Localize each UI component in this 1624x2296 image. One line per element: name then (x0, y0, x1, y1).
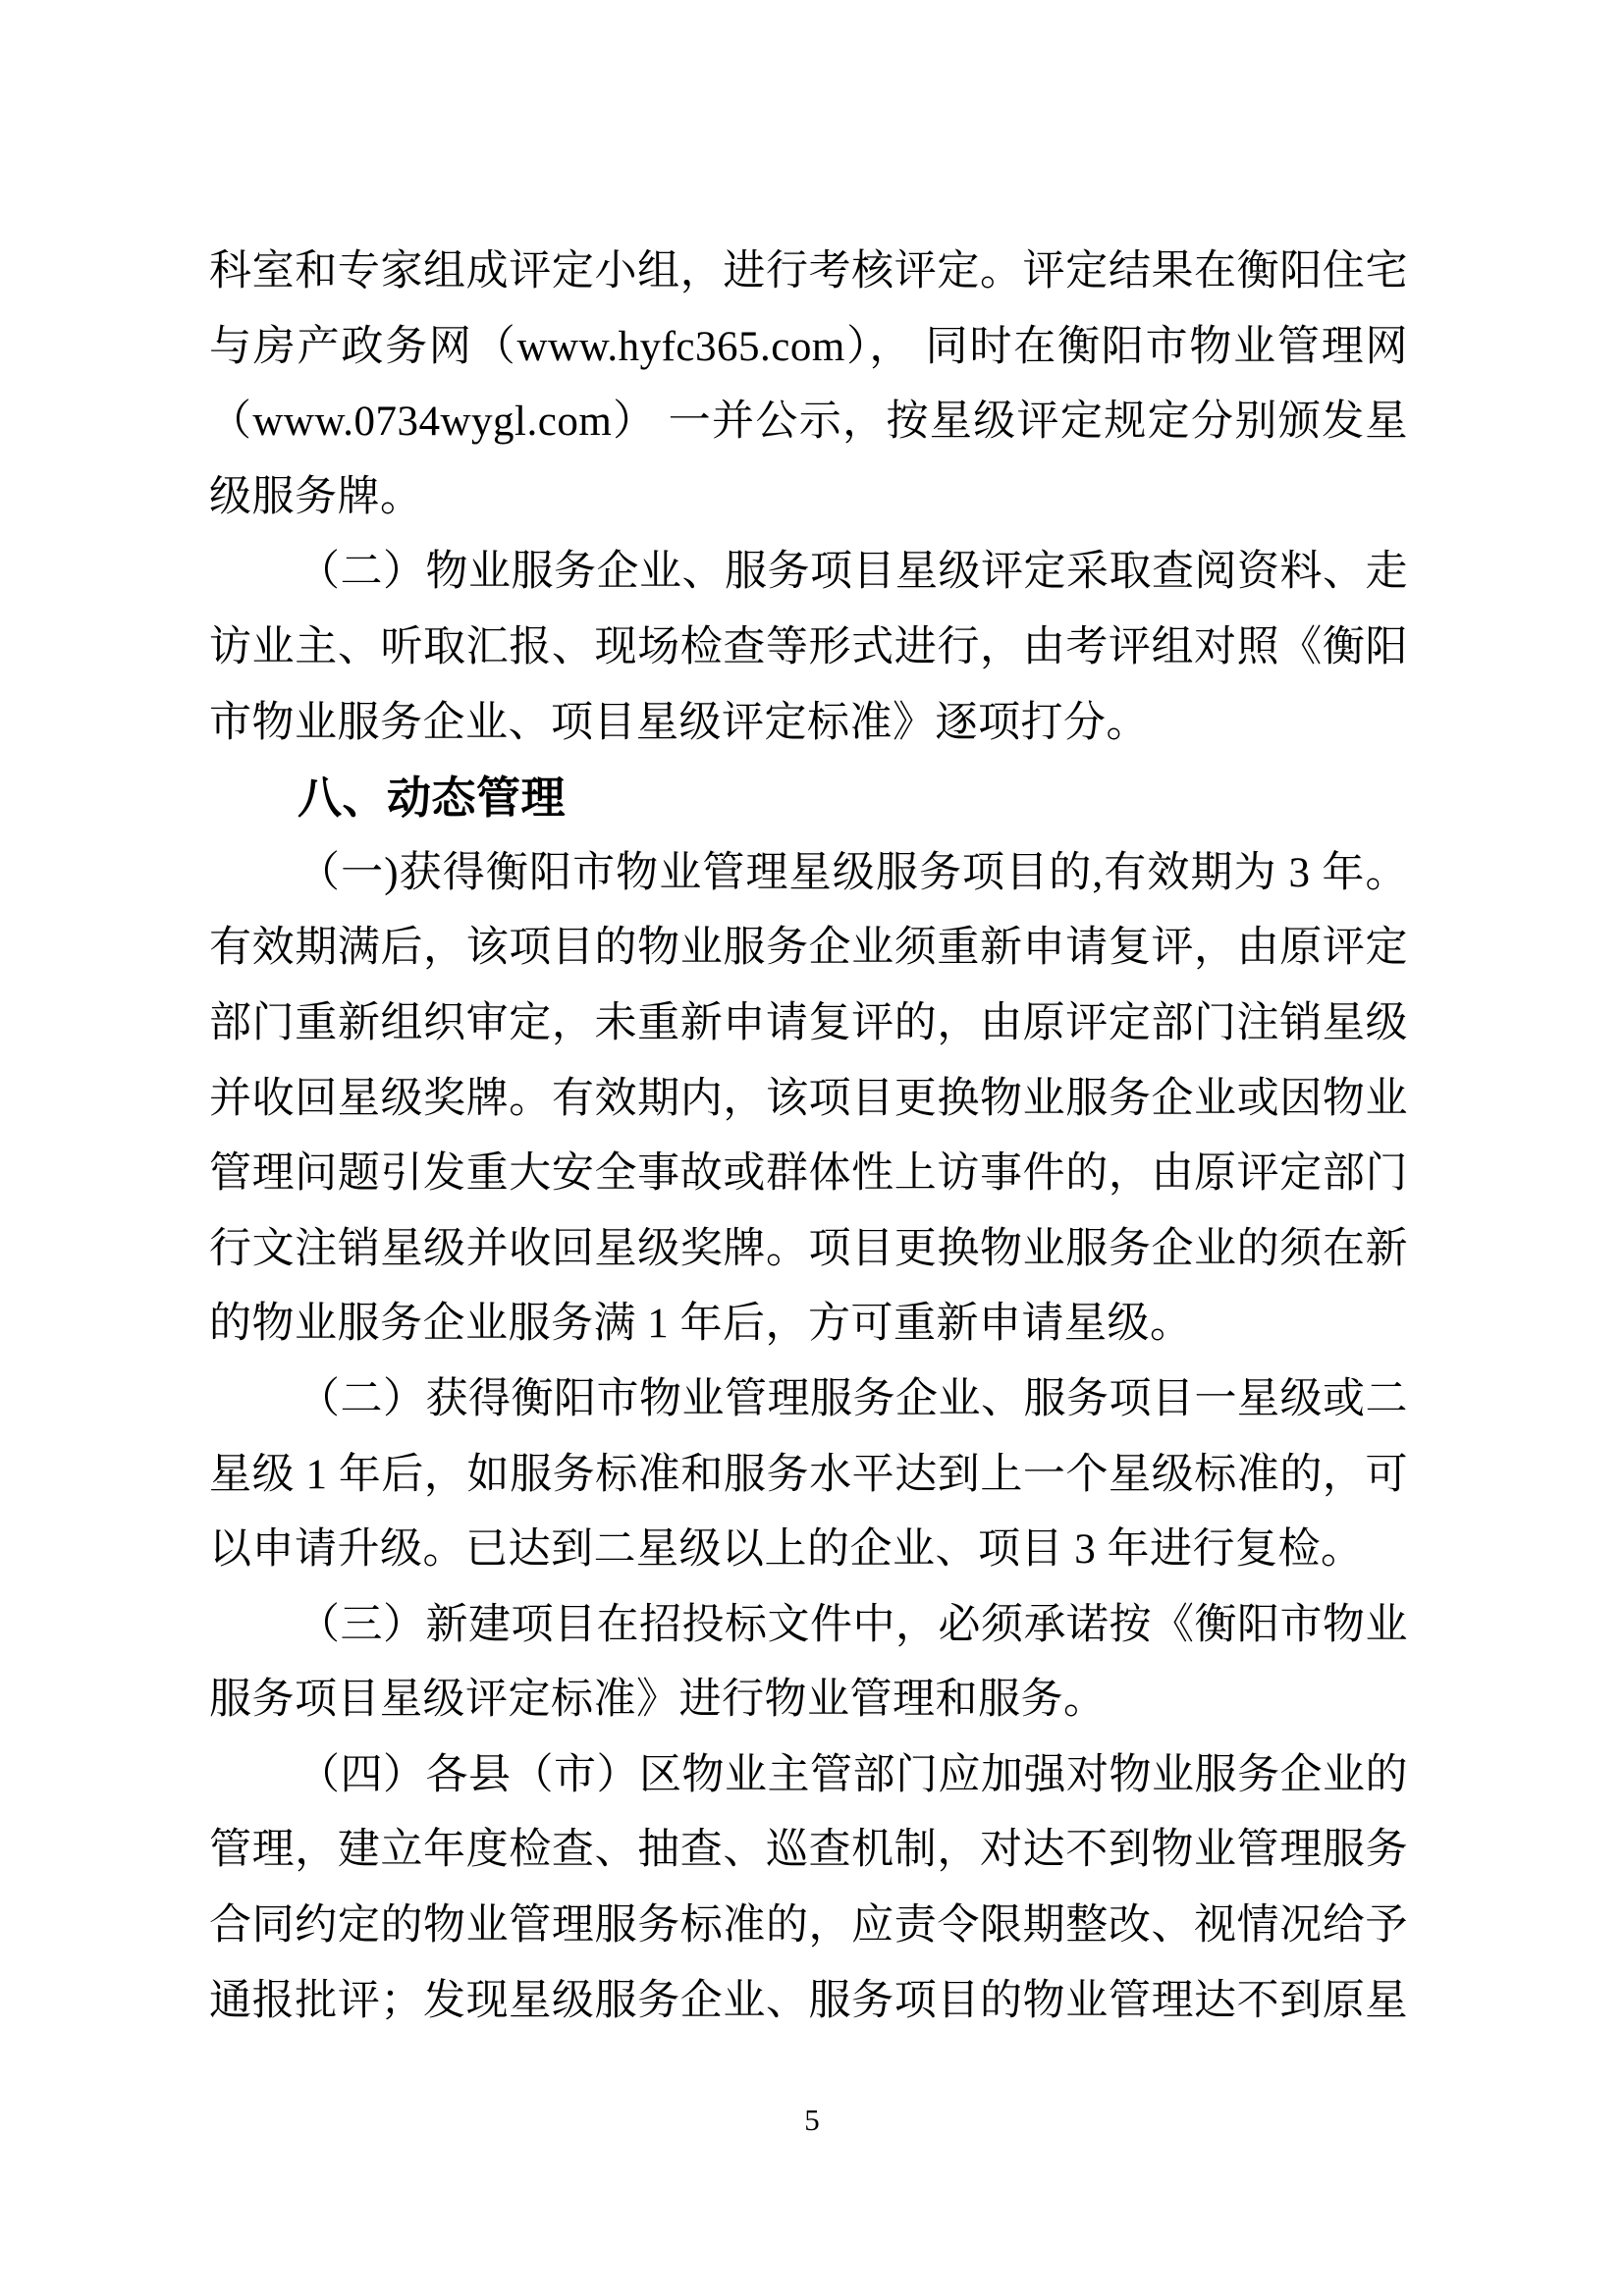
text-line: 服务项目星级评定标准》进行物业管理和服务。 (209, 1677, 1107, 1724)
text-line: 行文注销星级并收回星级奖牌。项目更换物业服务企业的须在新 (209, 1225, 1408, 1272)
text-line: 访业主、听取汇报、现场检查等形式进行，由考评组对照《衡阳 (209, 623, 1408, 670)
text-line: 的物业服务企业服务满 1 年后，方可重新申请星级。 (209, 1301, 1193, 1348)
paragraph (209, 1738, 1408, 2039)
text-line: 级服务牌。 (209, 473, 423, 520)
text-line: 以申请升级。已达到二星级以上的企业、项目 3 年进行复检。 (209, 1526, 1364, 1574)
text-line: （四）各县（市）区物业主管部门应加强对物业服务企业的 (298, 1751, 1408, 1798)
text-line: 并收回星级奖牌。有效期内，该项目更换物业服务企业或因物业 (209, 1075, 1408, 1122)
text-line: 科室和专家组成评定小组，进行考核评定。评定结果在衡阳住宅 (209, 248, 1408, 294)
page-number: 5 (804, 2103, 820, 2137)
text-line: 合同约定的物业管理服务标准的，应责令限期整改、视情况给予 (209, 1902, 1408, 1949)
text-line: （二）物业服务企业、服务项目星级评定采取查阅资料、走 (298, 549, 1408, 596)
text-line: 星级 1 年后，如服务标准和服务水平达到上一个星级标准的，可 (209, 1451, 1408, 1498)
text-line: 部门重新组织审定，未重新申请复评的，由原评定部门注销星级 (209, 999, 1408, 1046)
heading-text: 八、动态管理 (298, 773, 567, 824)
text-line: （二）获得衡阳市物业管理服务企业、服务项目一星级或二 (298, 1375, 1408, 1422)
paragraph (209, 1588, 1408, 1738)
text-line: 管理，建立年度检查、抽查、巡查机制，对达不到物业管理服务 (209, 1827, 1408, 1874)
text-line: （www.0734wygl.com） 一并公示，按星级评定规定分别颁发星 (209, 399, 1408, 446)
text-line: 与房产政务网（www.hyfc365.com）， 同时在衡阳市物业管理网 (209, 323, 1408, 370)
text-line: 市物业服务企业、项目星级评定标准》逐项打分。 (209, 699, 1149, 746)
section-heading (209, 761, 1408, 836)
paragraph (209, 535, 1408, 761)
text-line: 通报批评；发现星级服务企业、服务项目的物业管理达不到原星 (209, 1977, 1408, 2024)
paragraph (209, 235, 1408, 535)
text-line: 管理问题引发重大安全事故或群体性上访事件的，由原评定部门 (209, 1150, 1408, 1198)
paragraph (209, 836, 1408, 1362)
text-line: （一)获得衡阳市物业管理星级服务项目的,有效期为 3 年。 (298, 849, 1408, 896)
text-line: （三）新建项目在招投标文件中，必须承诺按《衡阳市物业 (298, 1601, 1408, 1648)
text-block (209, 235, 1408, 2039)
paragraph (209, 1362, 1408, 1588)
text-line: 有效期满后，该项目的物业服务企业须重新申请复评，由原评定 (209, 925, 1408, 972)
